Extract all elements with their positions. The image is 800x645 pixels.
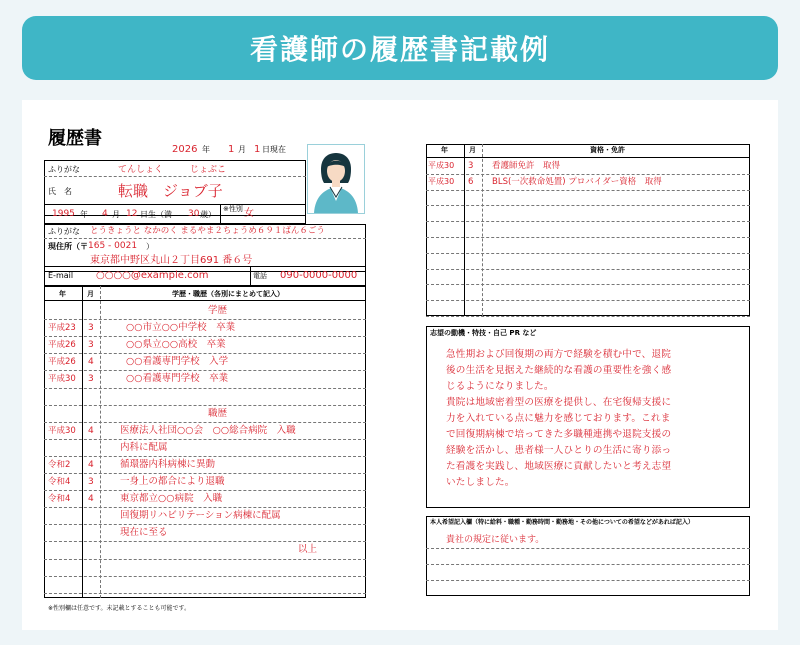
history-header-month: 月 [87,290,94,298]
request-label: 本人希望記入欄（特に給料・職種・勤務時間・勤務地・その他についての希望などがあれば記入） [430,519,694,526]
request-text: 貴社の規定に従います。 [446,535,545,545]
history-row-text: 職歴 [208,407,228,419]
license-row-text: BLS(一次救命処置) プロバイダー資格 取得 [492,176,662,187]
motivation-line: いたしました。 [446,477,515,488]
name-label: 氏 名 [48,187,72,196]
history-header-year: 年 [59,290,66,298]
history-row-year: 平成26 [48,357,76,368]
history-row-text: ○○看護専門学校 入学 [126,356,229,368]
birth-year: 1995 [52,209,75,219]
history-row-month: 4 [88,425,94,436]
history-row-year: 平成26 [48,340,76,351]
history-row-text: 医療法人社団○○会 ○○総合病院 入職 [120,424,296,436]
licenses-header-content: 資格・免許 [590,146,625,154]
motivation-line: 貴院は地域密着型の医療を提供し、在宅復帰支援に [446,397,672,408]
address-label: 現住所（〒 [48,242,88,251]
resume-sheet [22,100,778,630]
banner-title: 看護師の履歴書記載例 [249,33,550,66]
motivation-line: た看護を実践し、地域医療に貢献したいと考え志望 [446,461,672,472]
history-row-month: 4 [88,357,94,368]
date-month-unit: 月 [238,145,246,154]
history-row-text: ○○看護専門学校 卒業 [126,373,229,385]
history-row-month: 3 [88,323,94,334]
motivation-line: 急性期および回復期の両方で経験を積む中で、退院 [446,349,672,360]
history-row-month: 3 [88,477,94,487]
name-furigana-last: てんしょく [118,165,164,175]
motivation-line: 後の生活を見据えた継続的な看護の重要性を強く感 [446,365,672,376]
history-row-text: ○○県立○○高校 卒業 [126,339,226,351]
name-furigana-label: ふりがな [48,165,80,174]
phone-value: 090-0000-0000 [280,270,358,281]
history-row-month: 4 [88,494,94,505]
history-row-text: 回復期リハビリテーション病棟に配属 [120,510,281,522]
birth-month: 4 [102,209,108,219]
motivation-label: 志望の動機・特技・自己 PR など [430,329,537,337]
date-year: 2026 [172,144,198,155]
date-day: 1 [254,144,261,155]
history-row-text: 学歴 [208,305,228,316]
licenses-table [426,144,750,316]
birth-age-unit: 歳） [200,210,216,219]
motivation-line: で回復期病棟で培ってきた多職種連携や退院支援の [446,429,672,440]
address-furigana-label: ふりがな [48,227,80,236]
postal-close: ） [146,242,154,251]
date-day-suffix: 日現在 [262,145,286,154]
history-row-text: 循環器内科病棟に異動 [120,458,216,470]
email-value: ○○○○@example.com [96,270,209,281]
history-row-text: 内科に配属 [120,441,168,453]
motivation-line: じるようになりました。 [446,381,554,392]
history-row-year: 令和4 [48,494,71,505]
motivation-line: 力を入れている点に魅力を感じております。これま [446,413,671,424]
history-row-text: ○○市立○○中学校 卒業 [126,322,236,334]
licenses-header-month: 月 [469,146,476,154]
name-value: 転職 ジョブ子 [118,182,223,200]
footnote: ※性別欄は任意です。未記載とすることも可能です。 [48,605,191,612]
email-label: E-mail [48,271,74,280]
resume-title: 履歴書 [48,128,102,149]
date-month: 1 [228,144,235,155]
history-row-month: 3 [88,340,94,351]
history-row-text: 一身上の都合により退職 [120,476,225,487]
license-row-year: 平成30 [428,161,455,170]
photo-frame [307,144,365,214]
licenses-header-year: 年 [441,146,448,154]
history-row-year: 平成23 [48,323,76,334]
phone-label: 電話 [253,272,267,280]
license-row-text: 看護師免許 取得 [492,161,561,171]
license-row-month: 6 [468,176,474,187]
birth-year-unit: 年 [80,210,88,219]
license-row-year: 平成30 [428,176,455,186]
page-banner [22,16,778,80]
license-row-month: 3 [468,161,474,171]
history-row-year: 平成30 [48,374,76,385]
birth-day-suffix: 日生（満 [140,210,172,219]
history-row-year: 令和4 [48,477,71,487]
portrait-icon [308,145,364,213]
birth-day: 12 [126,209,138,219]
history-row-text: 以上 [298,544,318,556]
address-furigana: とうきょうと なかのく まるやま２ちょうめ６９１ばん６ごう [90,226,325,236]
request-box [426,516,750,596]
postal-code: 165 - 0021 [88,241,138,251]
birth-month-unit: 月 [112,210,120,219]
history-header-content: 学歴・職歴（各別にまとめて記入） [172,290,284,298]
address-value: 東京都中野区丸山２丁目691 番６号 [90,255,253,266]
gender-label: ※性別 [223,205,243,213]
date-year-unit: 年 [202,145,210,154]
motivation-line: 経験を活かし、患者様一人ひとりの生活に寄り添っ [446,445,672,456]
name-furigana-first: じょぶこ [190,165,227,175]
history-row-year: 平成30 [48,425,76,436]
history-row-text: 東京都立○○病院 入職 [120,493,223,505]
history-row-month: 3 [88,374,94,385]
history-row-month: 4 [88,459,94,470]
gender-value: 女 [244,208,254,219]
birth-age: 30 [188,209,200,219]
history-row-text: 現在に至る [120,527,168,539]
history-row-year: 令和2 [48,459,71,470]
